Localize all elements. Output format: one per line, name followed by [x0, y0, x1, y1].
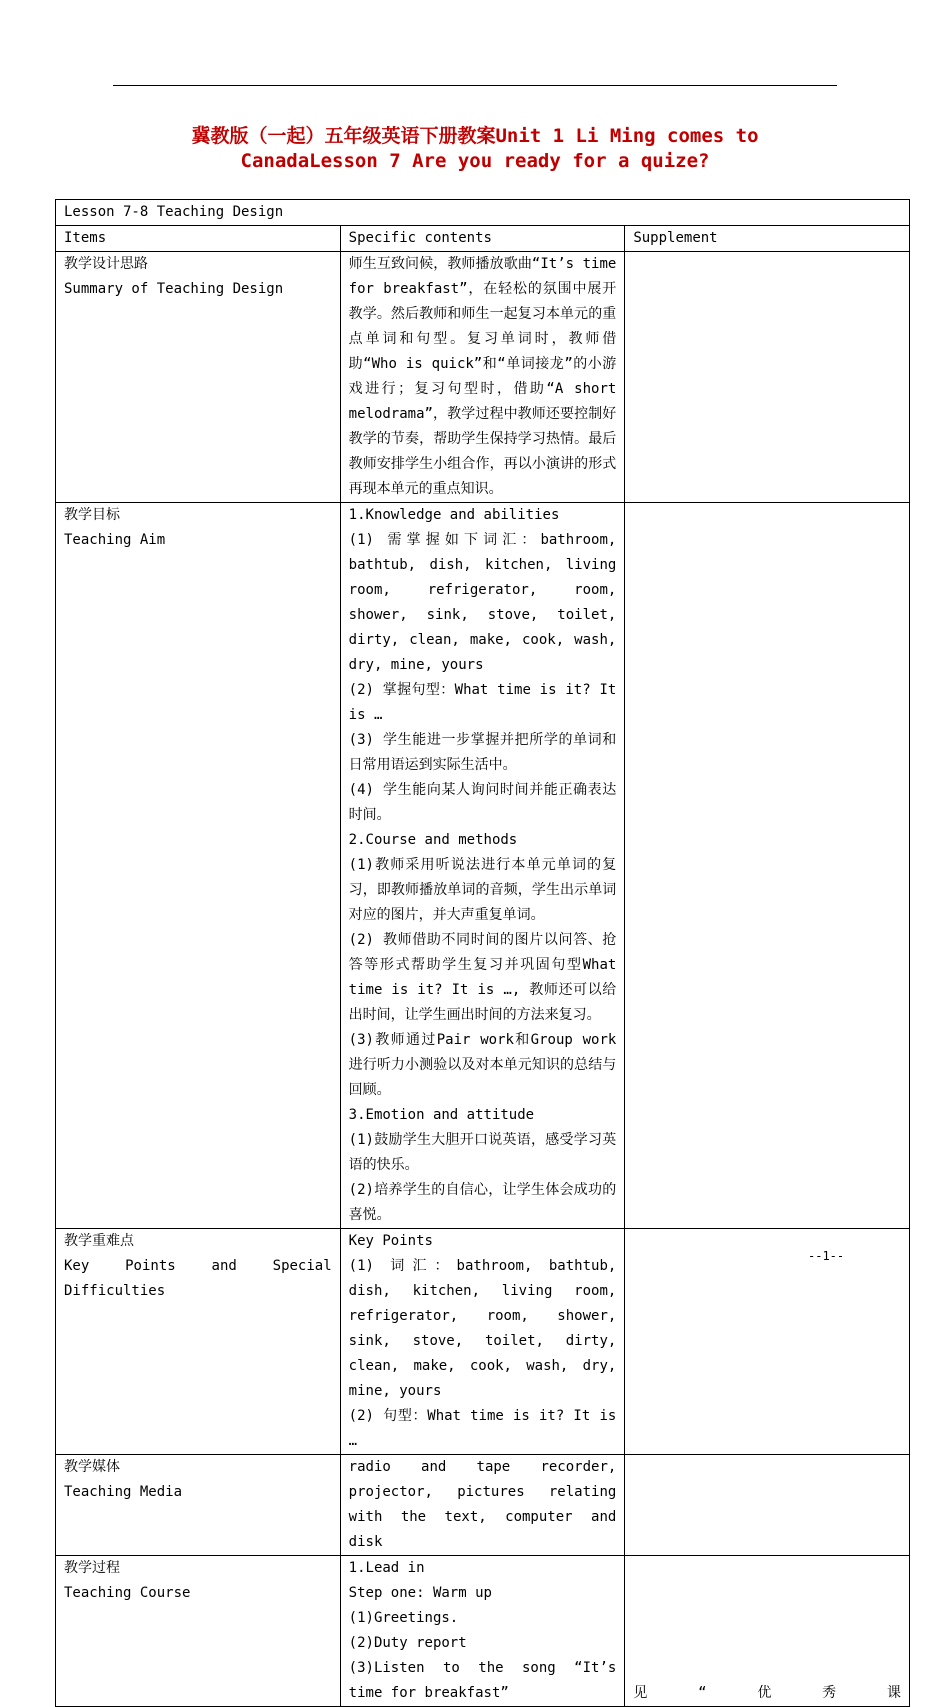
content-line: (3)教师通过Pair work和Group work进行听力小测验以及对本单元知识的总结与回顾。	[348, 1032, 617, 1098]
supplement-cell	[625, 1229, 910, 1455]
item-cell	[56, 252, 341, 503]
content-line: 1.Knowledge and abilities	[348, 507, 560, 523]
table-row	[56, 252, 910, 503]
supplement-cell	[625, 1455, 910, 1556]
content-line: (2) 掌握句型：What time is it? It is …	[348, 682, 617, 723]
header-rule	[113, 85, 837, 86]
supplement-cell: 见“优秀课	[625, 1556, 910, 1707]
item-cell	[56, 503, 341, 1229]
page-number: --1--	[808, 1249, 845, 1263]
item-cn: 教学过程	[64, 1560, 120, 1576]
content-line: (2)Duty report	[348, 1635, 467, 1651]
table-caption: Lesson 7-8 Teaching Design	[56, 200, 910, 226]
item-cell	[56, 1455, 341, 1556]
content-cell	[340, 1229, 625, 1455]
table-header-row	[56, 200, 910, 226]
item-cn: 教学重难点	[64, 1233, 134, 1249]
content-line: (1)Greetings.	[348, 1610, 459, 1626]
supplement-cell	[625, 503, 910, 1229]
content-line: (2) 教师借助不同时间的图片以问答、抢答等形式帮助学生复习并巩固句型What time is it? It is …, 教师还可以给出时间，让学生画出时间的方法来复习。	[348, 932, 617, 1023]
content-line: (3)Listen to the song “It’s time for breakfast”	[348, 1660, 617, 1701]
item-en: Teaching Media	[64, 1484, 183, 1500]
table-row	[56, 503, 910, 1229]
content-line: Step one: Warm up	[348, 1585, 492, 1601]
content-line: 1.Lead in	[348, 1560, 425, 1576]
item-cell	[56, 1556, 341, 1707]
table-row	[56, 1556, 910, 1707]
table-row	[56, 1229, 910, 1455]
content-cell	[340, 503, 625, 1229]
title-line-1: 冀教版（一起）五年级英语下册教案Unit 1 Li Ming comes to	[191, 125, 759, 147]
content-line: (1)鼓励学生大胆开口说英语，感受学习英语的快乐。	[348, 1132, 617, 1173]
content-line: (3) 学生能进一步掌握并把所学的单词和日常用语运到实际生活中。	[348, 732, 617, 773]
col-header-items: Items	[56, 226, 341, 252]
item-en: Teaching Course	[64, 1585, 191, 1601]
title-line-2: CanadaLesson 7 Are you ready for a quize?	[240, 150, 710, 172]
item-cn: 教学设计思路	[64, 256, 148, 272]
table-row	[56, 1455, 910, 1556]
content-cell	[340, 252, 625, 503]
content-line: (4) 学生能向某人询问时间并能正确表达时间。	[348, 782, 617, 823]
item-cn: 教学目标	[64, 507, 120, 523]
content-line: (1) 词汇：bathroom, bathtub, dish, kitchen, living room, refrigerator, room, shower, sink, stove, toilet, dirty, clean, make, cook, wash, dry, mine, yours	[348, 1258, 617, 1399]
document-title	[60, 124, 890, 174]
item-cell	[56, 1229, 341, 1455]
content-text: radio and tape recorder, projector, pictures relating with the text, computer and disk	[348, 1459, 617, 1550]
item-en: Teaching Aim	[64, 532, 166, 548]
item-cn: 教学媒体	[64, 1459, 120, 1475]
col-header-supplement: Supplement	[625, 226, 910, 252]
content-line: (1)教师采用听说法进行本单元单词的复习，即教师播放单词的音频，学生出示单词对应的图片，并大声重复单词。	[348, 857, 617, 923]
item-en: Summary of Teaching Design	[64, 281, 284, 297]
content-text: 师生互致问候，教师播放歌曲“It’s time for breakfast”，在轻松的氛围中展开教学。然后教师和师生一起复习本单元的重点单词和句型。复习单词时，教师借助“Who is quick”和“单词接龙”的小游戏进行；复习句型时，借助“A short melodrama”，教学过程中教师还要控制好教学的节奏，帮助学生保持学习热情。最后教师安排学生小组合作，再以小演讲的形式再现本单元的重点知识。	[348, 256, 617, 497]
content-cell	[340, 1455, 625, 1556]
supplement-cell	[625, 252, 910, 503]
column-header-row	[56, 226, 910, 252]
content-line: 3.Emotion and attitude	[348, 1107, 535, 1123]
item-en: Key Points and Special Difficulties	[64, 1258, 332, 1299]
content-line: (2)培养学生的自信心，让学生体会成功的喜悦。	[348, 1182, 617, 1223]
teaching-design-table	[55, 199, 910, 1707]
content-cell	[340, 1556, 625, 1707]
content-line: (1) 需掌握如下词汇：bathroom, bathtub, dish, kitchen, living room, refrigerator, room, shower, sink, stove, toilet, dirty, clean, make, cook, wash, dry, mine, yours	[348, 532, 617, 673]
content-line: 2.Course and methods	[348, 832, 518, 848]
content-line: Key Points	[348, 1233, 433, 1249]
content-line: (2) 句型：What time is it? It is …	[348, 1408, 617, 1449]
col-header-specific: Specific contents	[340, 226, 625, 252]
